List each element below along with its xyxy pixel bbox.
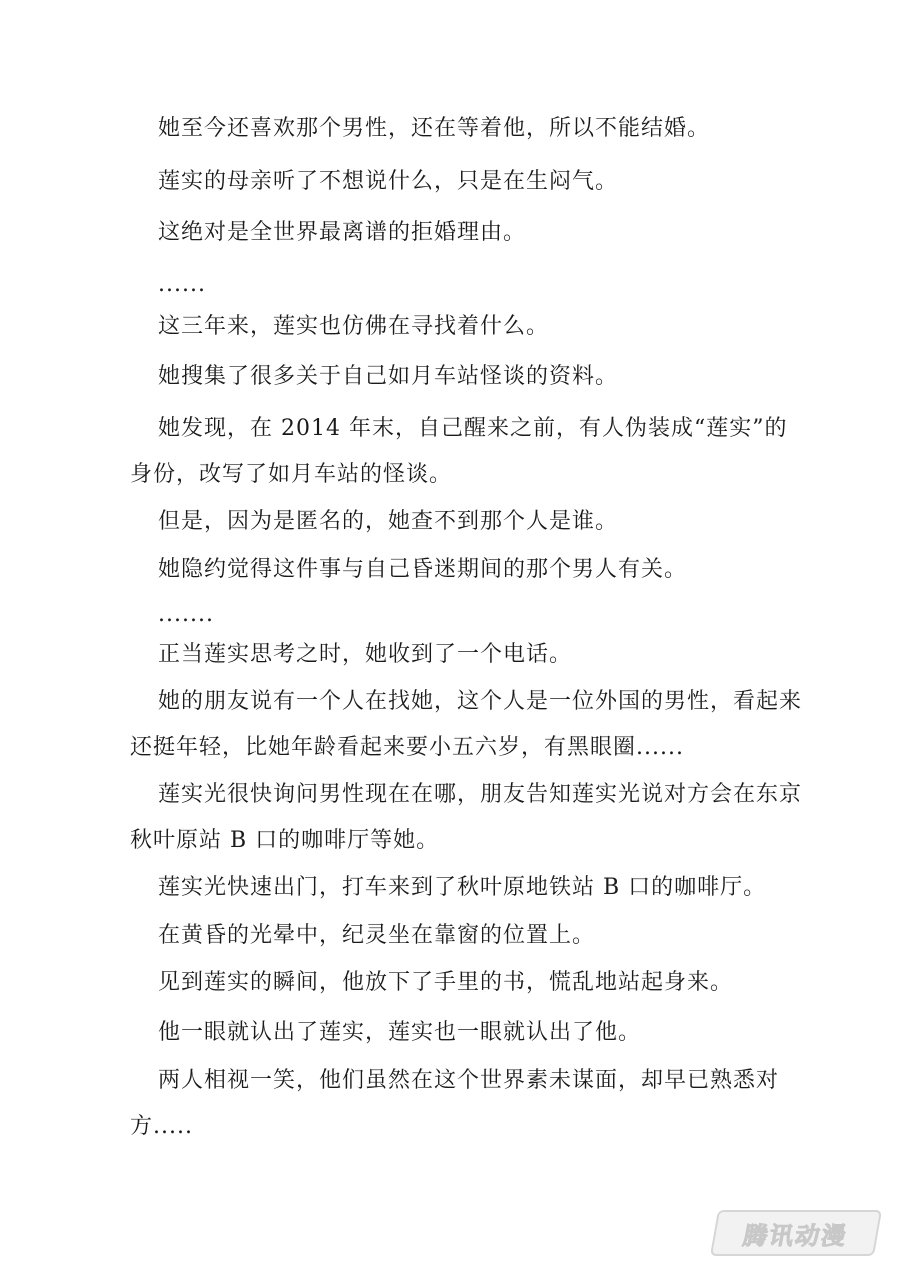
paragraph-9: 正当莲实思考之时，她收到了一个电话。 [158, 642, 573, 667]
paragraph-8: 她隐约觉得这件事与自己昏迷期间的那个男人有关。 [158, 557, 688, 582]
paragraph-ellipsis-2: ....... [158, 602, 214, 627]
paragraph-4: 这三年来，莲实也仿佛在寻找着什么。 [158, 314, 550, 339]
paragraph-1: 她至今还喜欢那个男性，还在等着他，所以不能结婚。 [158, 116, 711, 141]
paragraph-16: 两人相视一笑，他们虽然在这个世界素未谋面，却早已熟悉对方..... [130, 1068, 780, 1139]
paragraph-12: 莲实光快速出门，打车来到了秋叶原地铁站 B 口的咖啡厅。 [158, 875, 767, 900]
paragraph-7: 但是，因为是匿名的，她查不到那个人是谁。 [158, 509, 619, 534]
paragraph-11: 莲实光很快询问男性现在在哪，朋友告知莲实光说对方会在东京秋叶原站 B 口的咖啡厅等她。 [130, 782, 803, 853]
paragraph-ellipsis-1: ...... [158, 272, 206, 297]
paragraph-5: 她搜集了很多关于自己如月车站怪谈的资料。 [158, 364, 619, 389]
paragraph-6: 她发现，在 2014 年末，自己醒来之前，有人伪装成“莲实”的身份，改写了如月车站的怪谈。 [130, 416, 788, 487]
paragraph-3: 这绝对是全世界最离谱的拒婚理由。 [158, 220, 527, 245]
paragraph-13: 在黄昏的光晕中，纪灵坐在靠窗的位置上。 [158, 923, 596, 948]
tencent-comic-watermark-logo: 腾讯动漫 [710, 1210, 882, 1256]
paragraph-10: 她的朋友说有一个人在找她，这个人是一位外国的男性，看起来还挺年轻，比她年龄看起来要小五六岁，有黑眼圈...... [130, 689, 803, 760]
paragraph-14: 见到莲实的瞬间，他放下了手里的书，慌乱地站起身来。 [158, 970, 734, 995]
paragraph-2: 莲实的母亲听了不想说什么，只是在生闷气。 [158, 169, 619, 194]
paragraph-15: 他一眼就认出了莲实，莲实也一眼就认出了他。 [158, 1020, 642, 1045]
